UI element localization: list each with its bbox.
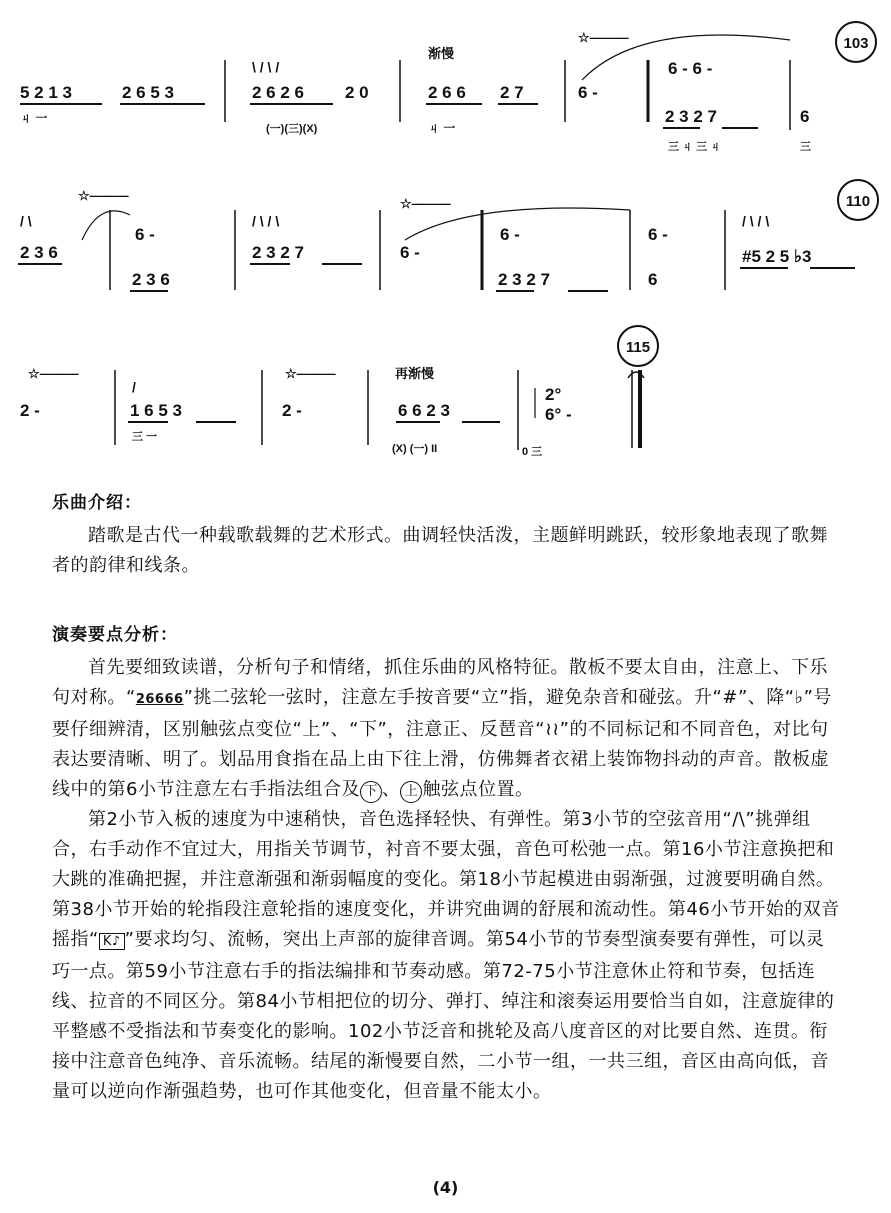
down-position-mark: 下 xyxy=(360,781,382,803)
svg-text:☆———: ☆——— xyxy=(578,30,629,45)
tempo-mark: 渐慢 xyxy=(428,46,455,61)
svg-text:6 -: 6 - xyxy=(500,225,520,244)
svg-text:#5 2 5 ♭3: #5 2 5 ♭3 xyxy=(742,247,812,266)
svg-text:ㄐ 一: ㄐ 一 xyxy=(20,111,48,125)
svg-text:2 6 6: 2 6 6 xyxy=(428,83,466,102)
intro-section xyxy=(52,488,842,581)
analysis-text: ”要求均匀、流畅，突出上声部的旋律音调。第54小节的节奏型演奏要有弹性，可以灵巧一点。第59小节注意右手的指法编排和节奏动感。第72-75小节注意休止符和节奏，包括连线、拉音的不同区分。第84小节相把位的切分、弹打、绰注和滚奏运用要恰当自如，注意旋律的平整感不受指法和节奏变化的影响。102小节泛音和挑轮及高八度音区的对比要自然、连贯。衔接中注意音色纯净、音乐流畅。结尾的渐慢要自然，二小节一组，一共三组，音区由高向低，音量可以逆向作渐强趋势，也可作其他变化，但音量不能太小。 xyxy=(52,929,835,1102)
svg-text:三 ㄐ 三 ㄐ: 三 ㄐ 三 ㄐ xyxy=(668,141,722,153)
svg-text:6 -: 6 - xyxy=(135,225,155,244)
svg-text:6 -: 6 - xyxy=(400,243,420,262)
svg-text:2 -: 2 - xyxy=(282,401,302,420)
analysis-section xyxy=(52,620,842,1107)
analysis-paragraph-1 xyxy=(52,653,842,805)
svg-text:三: 三 xyxy=(800,141,811,153)
notation-snippet: 26666 xyxy=(135,692,184,707)
svg-text:☆———: ☆——— xyxy=(28,366,79,381)
svg-text:6 - 6 -: 6 - 6 - xyxy=(668,59,713,78)
svg-text:2 6 5 3: 2 6 5 3 xyxy=(122,83,174,102)
music-score xyxy=(0,0,891,480)
svg-text:ㄐ 一: ㄐ 一 xyxy=(428,121,456,135)
analysis-text: 第2小节入板的速度为中速稍快，音色选择轻快、有弹性。第3小节的空弦音用“/\”挑弹组合，右手动作不宜过大，用指关节调节，衬音不要太强，音色可松弛一点。第16小节注意换把和大跳的准确把握，并注意渐强和渐弱幅度的变化。第18小节起模进由弱渐强，过渡要明确自然。第38小节开始的轮指段注意轮指的速度变化，并讲究曲调的舒展和流动性。第46小节开始的双音摇指“ xyxy=(52,809,840,950)
svg-text:6 6 2 3: 6 6 2 3 xyxy=(398,401,450,420)
svg-text:6: 6 xyxy=(800,107,810,126)
svg-text:2 3 2 7: 2 3 2 7 xyxy=(252,243,304,262)
score-row-3 xyxy=(20,326,658,458)
svg-text:2 0: 2 0 xyxy=(345,83,369,102)
svg-text:2 3 6: 2 3 6 xyxy=(20,243,58,262)
rehearsal-mark: 115 xyxy=(625,339,651,356)
svg-text:2 3 2 7: 2 3 2 7 xyxy=(498,270,550,289)
svg-text:2 -: 2 - xyxy=(20,401,40,420)
score-row-1 xyxy=(20,22,876,153)
up-position-mark: 上 xyxy=(400,781,422,803)
analysis-text: 触弦点位置。 xyxy=(422,779,534,800)
separator: 、 xyxy=(381,779,401,800)
svg-text:1 6 5 3: 1 6 5 3 xyxy=(130,401,182,420)
svg-text:/ \ / \: / \ / \ xyxy=(742,213,770,229)
analysis-text: ”挑二弦轮一弦时，注意左手按音要“立”指，避免杂音和碰弦。升“#”、降“♭”号要仔细辨清，区别触弦点变位“上”、“下”，注意正、反琶音“≀≀”的不同标记和不同音色，对比句表达要清晰、明了。划品用食指在品上由下往上滑，仿佛舞者衣裙上装饰物抖动的声音。散板虚线中的第6小节注意左右手指法组合及 xyxy=(52,687,832,800)
svg-text:0 三: 0 三 xyxy=(522,446,543,458)
rehearsal-mark: 110 xyxy=(845,193,871,210)
svg-text:2 7: 2 7 xyxy=(500,83,524,102)
svg-text:☆———: ☆——— xyxy=(400,196,451,211)
score-row-2 xyxy=(18,180,878,291)
analysis-heading: 演奏要点分析： xyxy=(52,625,178,645)
page-number: (4) xyxy=(432,1178,459,1197)
svg-text:三 一: 三 一 xyxy=(132,431,158,443)
svg-text:\ / \ /: \ / \ / xyxy=(252,59,280,75)
intro-paragraph: 踏歌是古代一种载歌载舞的艺术形式。曲调轻快活泼，主题鲜明跳跃，较形象地表现了歌舞者的韵律和线条。 xyxy=(52,525,828,576)
svg-text:2°: 2° xyxy=(545,385,562,404)
svg-text:2 6 2 6: 2 6 2 6 xyxy=(252,83,304,102)
rehearsal-mark: 103 xyxy=(843,35,869,52)
tremolo-sign: K♪ xyxy=(99,933,125,950)
svg-text:/: / xyxy=(132,379,136,395)
svg-text:/ \ / \: / \ / \ xyxy=(252,213,280,229)
svg-text:6 -: 6 - xyxy=(648,225,668,244)
svg-text:6° -: 6° - xyxy=(545,405,572,424)
fingering-sign: (一)(三)(X) xyxy=(266,123,318,135)
final-fingering: (X) (一) II xyxy=(392,443,438,455)
svg-text:6: 6 xyxy=(648,270,658,289)
svg-text:☆———: ☆——— xyxy=(78,188,129,203)
svg-text:6 -: 6 - xyxy=(578,83,598,102)
analysis-text: 首先要细致读谱，分析句子和情绪，抓住乐曲的风格特征。散板不要太自由，注意上、下乐句对称。“ xyxy=(52,657,828,708)
svg-text:/ \: / \ xyxy=(20,213,32,229)
svg-text:2 3 6: 2 3 6 xyxy=(132,270,170,289)
intro-heading: 乐曲介绍： xyxy=(52,493,142,513)
svg-text:2 3 2 7: 2 3 2 7 xyxy=(665,107,717,126)
analysis-paragraph-2 xyxy=(52,805,842,1107)
svg-text:5 2 1 3: 5 2 1 3 xyxy=(20,83,72,102)
tempo-mark: 再渐慢 xyxy=(395,366,435,381)
svg-text:☆———: ☆——— xyxy=(285,366,336,381)
